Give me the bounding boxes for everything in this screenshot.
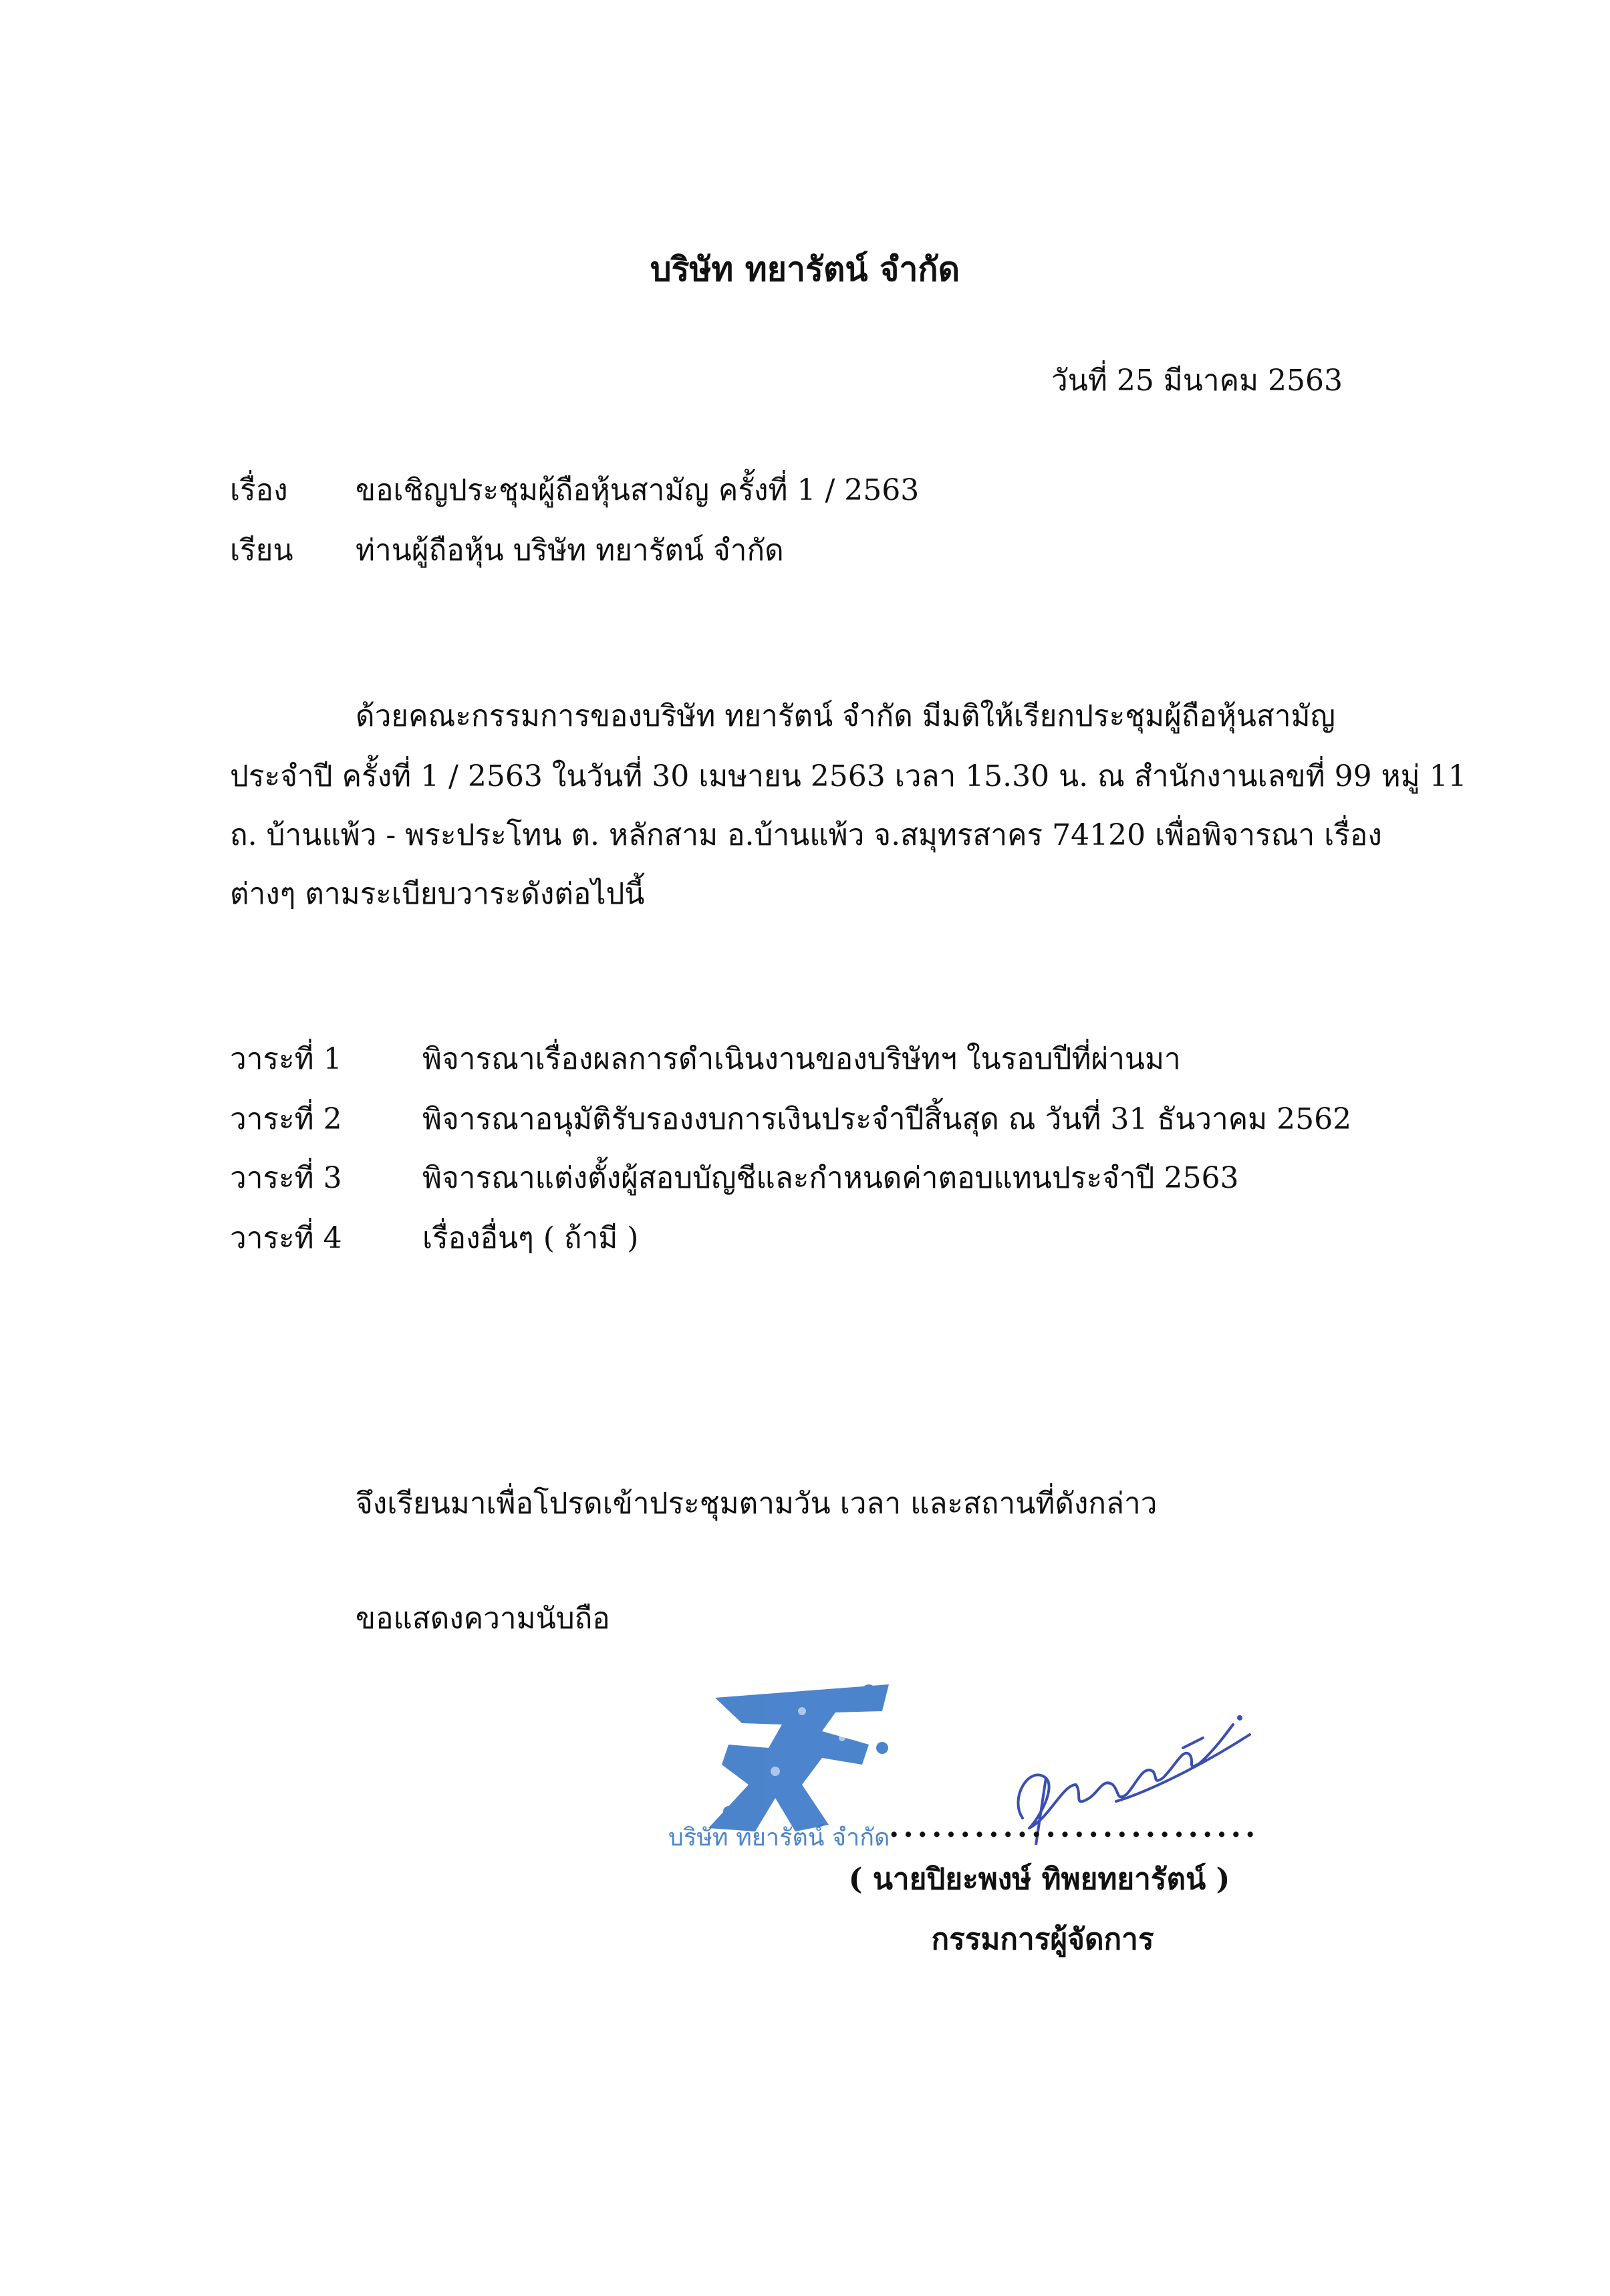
agenda-item-4-text: เรื่องอื่นๆ ( ถ้ามี ): [422, 1221, 639, 1255]
agenda-item-3-number: วาระที่ 3: [230, 1161, 342, 1195]
stamp-company-name: บริษัท ทยารัตน์ จำกัด: [668, 1824, 890, 1852]
body-line-4: ต่างๆ ตามระเบียบวาระดังต่อไปนี้: [230, 877, 645, 911]
company-title: บริษัท ทยารัตน์ จำกัด: [650, 249, 960, 289]
signer-name: ( นายปิยะพงษ์ ทิพยทยารัตน์ ): [848, 1862, 1230, 1896]
letter-date: วันที่ 25 มีนาคม 2563: [1051, 364, 1343, 398]
subject-label: เรื่อง: [230, 473, 288, 507]
agenda-item-2-text: พิจารณาอนุมัติรับรองงบการเงินประจำปีสิ้นสุด ณ วันที่ 31 ธันวาคม 2562: [422, 1102, 1352, 1136]
body-line-1: ด้วยคณะกรรมการของบริษัท ทยารัตน์ จำกัด มีมติให้เรียกประชุมผู้ถือหุ้นสามัญ: [356, 699, 1336, 733]
body-line-2: ประจำปี ครั้งที่ 1 / 2563 ในวันที่ 30 เมษายน 2563 เวลา 15.30 น. ณ สำนักงานเลขที่ 99 หมู่ 11: [230, 759, 1467, 793]
agenda-item-1-number: วาระที่ 1: [230, 1042, 342, 1076]
agenda-item-3-text: พิจารณาแต่งตั้งผู้สอบบัญชีและกำหนดค่าตอบแทนประจำปี 2563: [422, 1161, 1239, 1195]
body-line-3: ถ. บ้านแพ้ว - พระประโทน ต. หลักสาม อ.บ้านแพ้ว จ.สมุทรสาคร 74120 เพื่อพิจารณา เรื่อง: [230, 818, 1382, 852]
closing-sentence: จึงเรียนมาเพื่อโปรดเข้าประชุมตามวัน เวลา และสถานที่ดังกล่าว: [356, 1487, 1158, 1521]
regards-line: ขอแสดงความนับถือ: [356, 1602, 610, 1636]
signer-title: กรรมการผู้จัดการ: [931, 1922, 1154, 1956]
signature-line: ..........................: [889, 1810, 1260, 1844]
agenda-item-4-number: วาระที่ 4: [230, 1221, 342, 1255]
recipient-label: เรียน: [230, 533, 293, 567]
subject-value: ขอเชิญประชุมผู้ถือหุ้นสามัญ ครั้งที่ 1 / 2563: [356, 473, 920, 507]
agenda-item-2-number: วาระที่ 2: [230, 1102, 342, 1136]
recipient-value: ท่านผู้ถือหุ้น บริษัท ทยารัตน์ จำกัด: [356, 533, 784, 567]
agenda-item-1-text: พิจารณาเรื่องผลการดำเนินงานของบริษัทฯ ในรอบปีที่ผ่านมา: [422, 1042, 1181, 1076]
